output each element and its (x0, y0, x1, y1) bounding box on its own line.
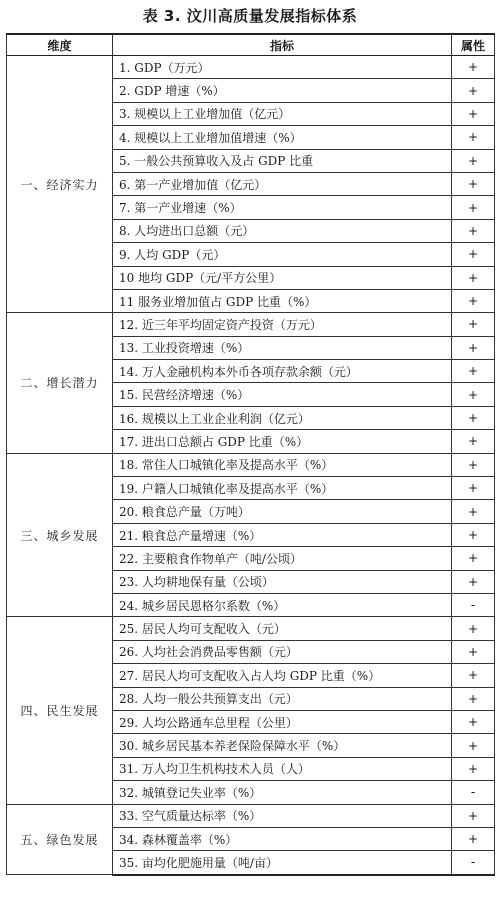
indicator-cell: 26. 人均社会消费品零售额（元） (113, 640, 452, 663)
table-row (7, 56, 495, 79)
attribute-cell: + (452, 56, 495, 79)
indicator-cell: 17. 进出口总额占 GDP 比重（%） (113, 430, 452, 453)
indicator-cell: 18. 常住人口城镇化率及提高水平（%） (113, 453, 452, 476)
attribute-cell: + (452, 126, 495, 149)
attribute-cell: + (452, 196, 495, 219)
attribute-cell: + (452, 430, 495, 453)
indicator-cell: 5. 一般公共预算收入及占 GDP 比重 (113, 149, 452, 172)
attribute-cell: + (452, 640, 495, 663)
attribute-cell: + (452, 734, 495, 757)
attribute-cell: + (452, 664, 495, 687)
attribute-cell: + (452, 149, 495, 172)
header-indicator: 指标 (113, 34, 452, 56)
indicator-cell: 35. 亩均化肥施用量（吨/亩） (113, 851, 452, 875)
attribute-cell: + (452, 827, 495, 850)
attribute-cell: + (452, 383, 495, 406)
indicator-cell: 11 服务业增加值占 GDP 比重（%） (113, 289, 452, 312)
attribute-cell: + (452, 500, 495, 523)
attribute-cell: - (452, 781, 495, 804)
indicator-cell: 33. 空气质量达标率（%） (113, 804, 452, 827)
attribute-cell: + (452, 313, 495, 336)
attribute-cell: + (452, 547, 495, 570)
indicator-cell: 29. 人均公路通车总里程（公里） (113, 710, 452, 733)
attribute-cell: - (452, 851, 495, 875)
attribute-cell: + (452, 219, 495, 242)
indicator-cell: 32. 城镇登记失业率（%） (113, 781, 452, 804)
indicator-cell: 25. 居民人均可支配收入（元） (113, 617, 452, 640)
attribute-cell: + (452, 79, 495, 102)
table-row (7, 804, 495, 827)
table-row (7, 617, 495, 640)
indicator-cell: 34. 森林覆盖率（%） (113, 827, 452, 850)
attribute-cell: + (452, 804, 495, 827)
indicator-cell: 10 地均 GDP（元/平方公里） (113, 266, 452, 289)
indicator-cell: 13. 工业投资增速（%） (113, 336, 452, 359)
attribute-cell: + (452, 617, 495, 640)
dimension-cell: 五、绿色发展 (7, 804, 113, 875)
attribute-cell: + (452, 687, 495, 710)
indicator-cell: 28. 人均一般公共预算支出（元） (113, 687, 452, 710)
indicator-cell: 9. 人均 GDP（元） (113, 243, 452, 266)
attribute-cell: + (452, 453, 495, 476)
table-title: 表 3. 汶川高质量发展指标体系 (142, 7, 358, 25)
table-row (7, 313, 495, 336)
attribute-cell: + (452, 102, 495, 125)
indicator-table (6, 33, 495, 876)
attribute-cell: + (452, 172, 495, 195)
attribute-cell: + (452, 336, 495, 359)
dimension-cell: 三、城乡发展 (7, 453, 113, 617)
indicator-cell: 1. GDP（万元） (113, 56, 452, 79)
indicator-cell: 27. 居民人均可支配收入占人均 GDP 比重（%） (113, 664, 452, 687)
attribute-cell: + (452, 289, 495, 312)
attribute-cell: + (452, 477, 495, 500)
indicator-cell: 2. GDP 增速（%） (113, 79, 452, 102)
dimension-cell: 一、经济实力 (7, 56, 113, 313)
indicator-cell: 12. 近三年平均固定资产投资（万元） (113, 313, 452, 336)
attribute-cell: + (452, 243, 495, 266)
table-body (7, 56, 495, 875)
indicator-cell: 16. 规模以上工业企业利润（亿元） (113, 406, 452, 429)
indicator-cell: 22. 主要粮食作物单产（吨/公顷） (113, 547, 452, 570)
indicator-cell: 15. 民营经济增速（%） (113, 383, 452, 406)
dimension-cell: 四、民生发展 (7, 617, 113, 804)
indicator-cell: 19. 户籍人口城镇化率及提高水平（%） (113, 477, 452, 500)
attribute-cell: + (452, 360, 495, 383)
indicator-cell: 20. 粮食总产量（万吨） (113, 500, 452, 523)
attribute-cell: + (452, 406, 495, 429)
indicator-cell: 23. 人均耕地保有量（公顷） (113, 570, 452, 593)
indicator-cell: 31. 万人均卫生机构技术人员（人） (113, 757, 452, 780)
header-attribute: 属性 (452, 34, 495, 56)
indicator-cell: 21. 粮食总产量增速（%） (113, 523, 452, 546)
header-row (7, 34, 495, 56)
dimension-cell: 二、增长潜力 (7, 313, 113, 453)
indicator-cell: 4. 规模以上工业增加值增速（%） (113, 126, 452, 149)
indicator-cell: 8. 人均进出口总额（元） (113, 219, 452, 242)
attribute-cell: + (452, 757, 495, 780)
header-dimension: 维度 (7, 34, 113, 56)
indicator-cell: 6. 第一产业增加值（亿元） (113, 172, 452, 195)
attribute-cell: + (452, 710, 495, 733)
indicator-cell: 3. 规模以上工业增加值（亿元） (113, 102, 452, 125)
indicator-cell: 30. 城乡居民基本养老保险保障水平（%） (113, 734, 452, 757)
table-row (7, 453, 495, 476)
indicator-cell: 14. 万人金融机构本外币各项存款余额（元） (113, 360, 452, 383)
attribute-cell: + (452, 523, 495, 546)
attribute-cell: + (452, 570, 495, 593)
attribute-cell: - (452, 593, 495, 616)
indicator-cell: 7. 第一产业增速（%） (113, 196, 452, 219)
indicator-cell: 24. 城乡居民恩格尔系数（%） (113, 593, 452, 616)
attribute-cell: + (452, 266, 495, 289)
